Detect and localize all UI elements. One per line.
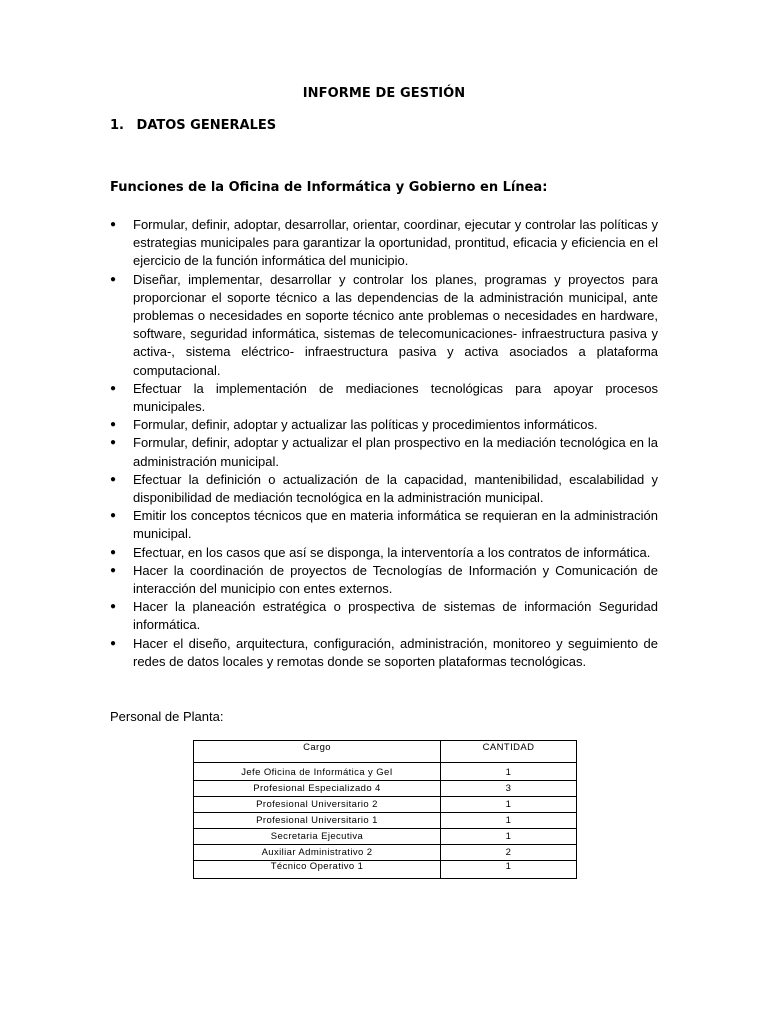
- bullet-icon: ●: [110, 382, 117, 394]
- bullet-icon: ●: [110, 419, 117, 431]
- table-cell-cantidad: 1: [441, 797, 577, 813]
- bullet-icon: ●: [110, 473, 117, 485]
- table-row: [194, 797, 577, 813]
- table-cell-cargo: Profesional Especializado 4: [194, 781, 441, 797]
- list-item: [110, 507, 658, 543]
- table-cell-cantidad: 1: [441, 829, 577, 845]
- table-row: [194, 861, 577, 879]
- table-row: [194, 763, 577, 781]
- bullet-icon: ●: [110, 219, 117, 230]
- staff-label: Personal de Planta:: [110, 709, 224, 724]
- section-number: 1.: [110, 118, 124, 133]
- list-item: [110, 471, 658, 507]
- section-heading: [110, 118, 276, 133]
- table-cell-cargo: Profesional Universitario 1: [194, 813, 441, 829]
- bullet-icon: ●: [110, 546, 117, 558]
- list-item-text: Formular, definir, adoptar y actualizar las políticas y procedimientos informáticos.: [133, 417, 598, 433]
- list-item: [110, 635, 658, 671]
- table-cell-cargo: Técnico Operativo 1: [194, 861, 441, 879]
- table-header-row: [194, 741, 577, 763]
- staff-table: [193, 740, 577, 879]
- list-item: [110, 380, 658, 416]
- table-row: [194, 781, 577, 797]
- list-item-text: Formular, definir, adoptar y actualizar el plan prospectivo en la mediación tecnológica en la administración municipal.: [133, 435, 658, 469]
- list-item: [110, 434, 658, 470]
- list-item: [110, 562, 658, 598]
- bullet-icon: ●: [110, 510, 117, 522]
- bullet-icon: ●: [110, 273, 117, 285]
- functions-heading: Funciones de la Oficina de Informática y Gobierno en Línea:: [110, 180, 548, 195]
- table-cell-cantidad: 1: [441, 763, 577, 781]
- table-row: [194, 845, 577, 861]
- list-item: [110, 271, 658, 380]
- table-cell-cargo: Auxiliar Administrativo 2: [194, 845, 441, 861]
- list-item-text: Hacer la coordinación de proyectos de Tecnologías de Información y Comunicación de interacción del municipio con entes externos.: [133, 562, 658, 597]
- list-item: [110, 544, 658, 562]
- section-title: DATOS GENERALES: [136, 118, 277, 133]
- bullet-icon: ●: [110, 637, 117, 649]
- list-item-text: Emitir los conceptos técnicos que en materia informática se requieran en la administración municipal.: [133, 508, 658, 542]
- functions-list: [110, 216, 658, 671]
- list-item-text: Hacer el diseño, arquitectura, configuración, administración, monitoreo y seguimiento de redes de datos locales y remotas donde se soporten plataformas tecnológicas.: [133, 635, 658, 669]
- column-header-cargo: Cargo: [194, 741, 441, 763]
- table-cell-cargo: Jefe Oficina de Informática y GeI: [194, 763, 441, 781]
- table-cell-cantidad: 3: [441, 781, 577, 797]
- list-item: [110, 216, 658, 271]
- document-title: INFORME DE GESTIÓN: [302, 86, 466, 101]
- list-item-text: Diseñar, implementar, desarrollar y controlar los planes, programas y proyectos para proporcionar el soporte técnico a las dependencias de la administración municipal, ante problemas o necesidades en soporte técnico ante problemas o necesidades en hardware, software, seguridad informática, sistemas de telecomunicaciones- infraestructura pasiva y activa-, sistema eléctrico- infraestructura pasiva y activa asociados a plataforma computacional.: [133, 271, 658, 378]
- table-cell-cantidad: 1: [441, 861, 577, 879]
- list-item-text: Efectuar la implementación de mediaciones tecnológicas para apoyar procesos municipales.: [133, 380, 658, 415]
- table-row: [194, 829, 577, 845]
- table-cell-cargo: Profesional Universitario 2: [194, 797, 441, 813]
- list-item: [110, 416, 658, 434]
- table-cell-cantidad: 2: [441, 845, 577, 861]
- list-item-text: Hacer la planeación estratégica o prospectiva de sistemas de información Seguridad informática.: [133, 599, 658, 633]
- bullet-icon: ●: [110, 601, 117, 613]
- list-item-text: Efectuar, en los casos que así se disponga, la interventoría a los contratos de informática.: [133, 544, 651, 560]
- column-header-cantidad: CANTIDAD: [441, 741, 577, 763]
- list-item: [110, 598, 658, 634]
- table-cell-cargo: Secretaria Ejecutiva: [194, 829, 441, 845]
- table-cell-cantidad: 1: [441, 813, 577, 829]
- list-item-text: Formular, definir, adoptar, desarrollar, orientar, coordinar, ejecutar y controlar las políticas y estrategias municipales para garantizar la oportunidad, prontitud, eficacia y eficiencia en el ejercicio de la función informática del municipio.: [133, 217, 658, 269]
- bullet-icon: ●: [110, 564, 117, 576]
- table-row: [194, 813, 577, 829]
- list-item-text: Efectuar la definición o actualización de la capacidad, mantenibilidad, escalabilidad y disponibilidad de mediación tecnológica en la administración municipal.: [133, 471, 658, 506]
- bullet-icon: ●: [110, 437, 117, 449]
